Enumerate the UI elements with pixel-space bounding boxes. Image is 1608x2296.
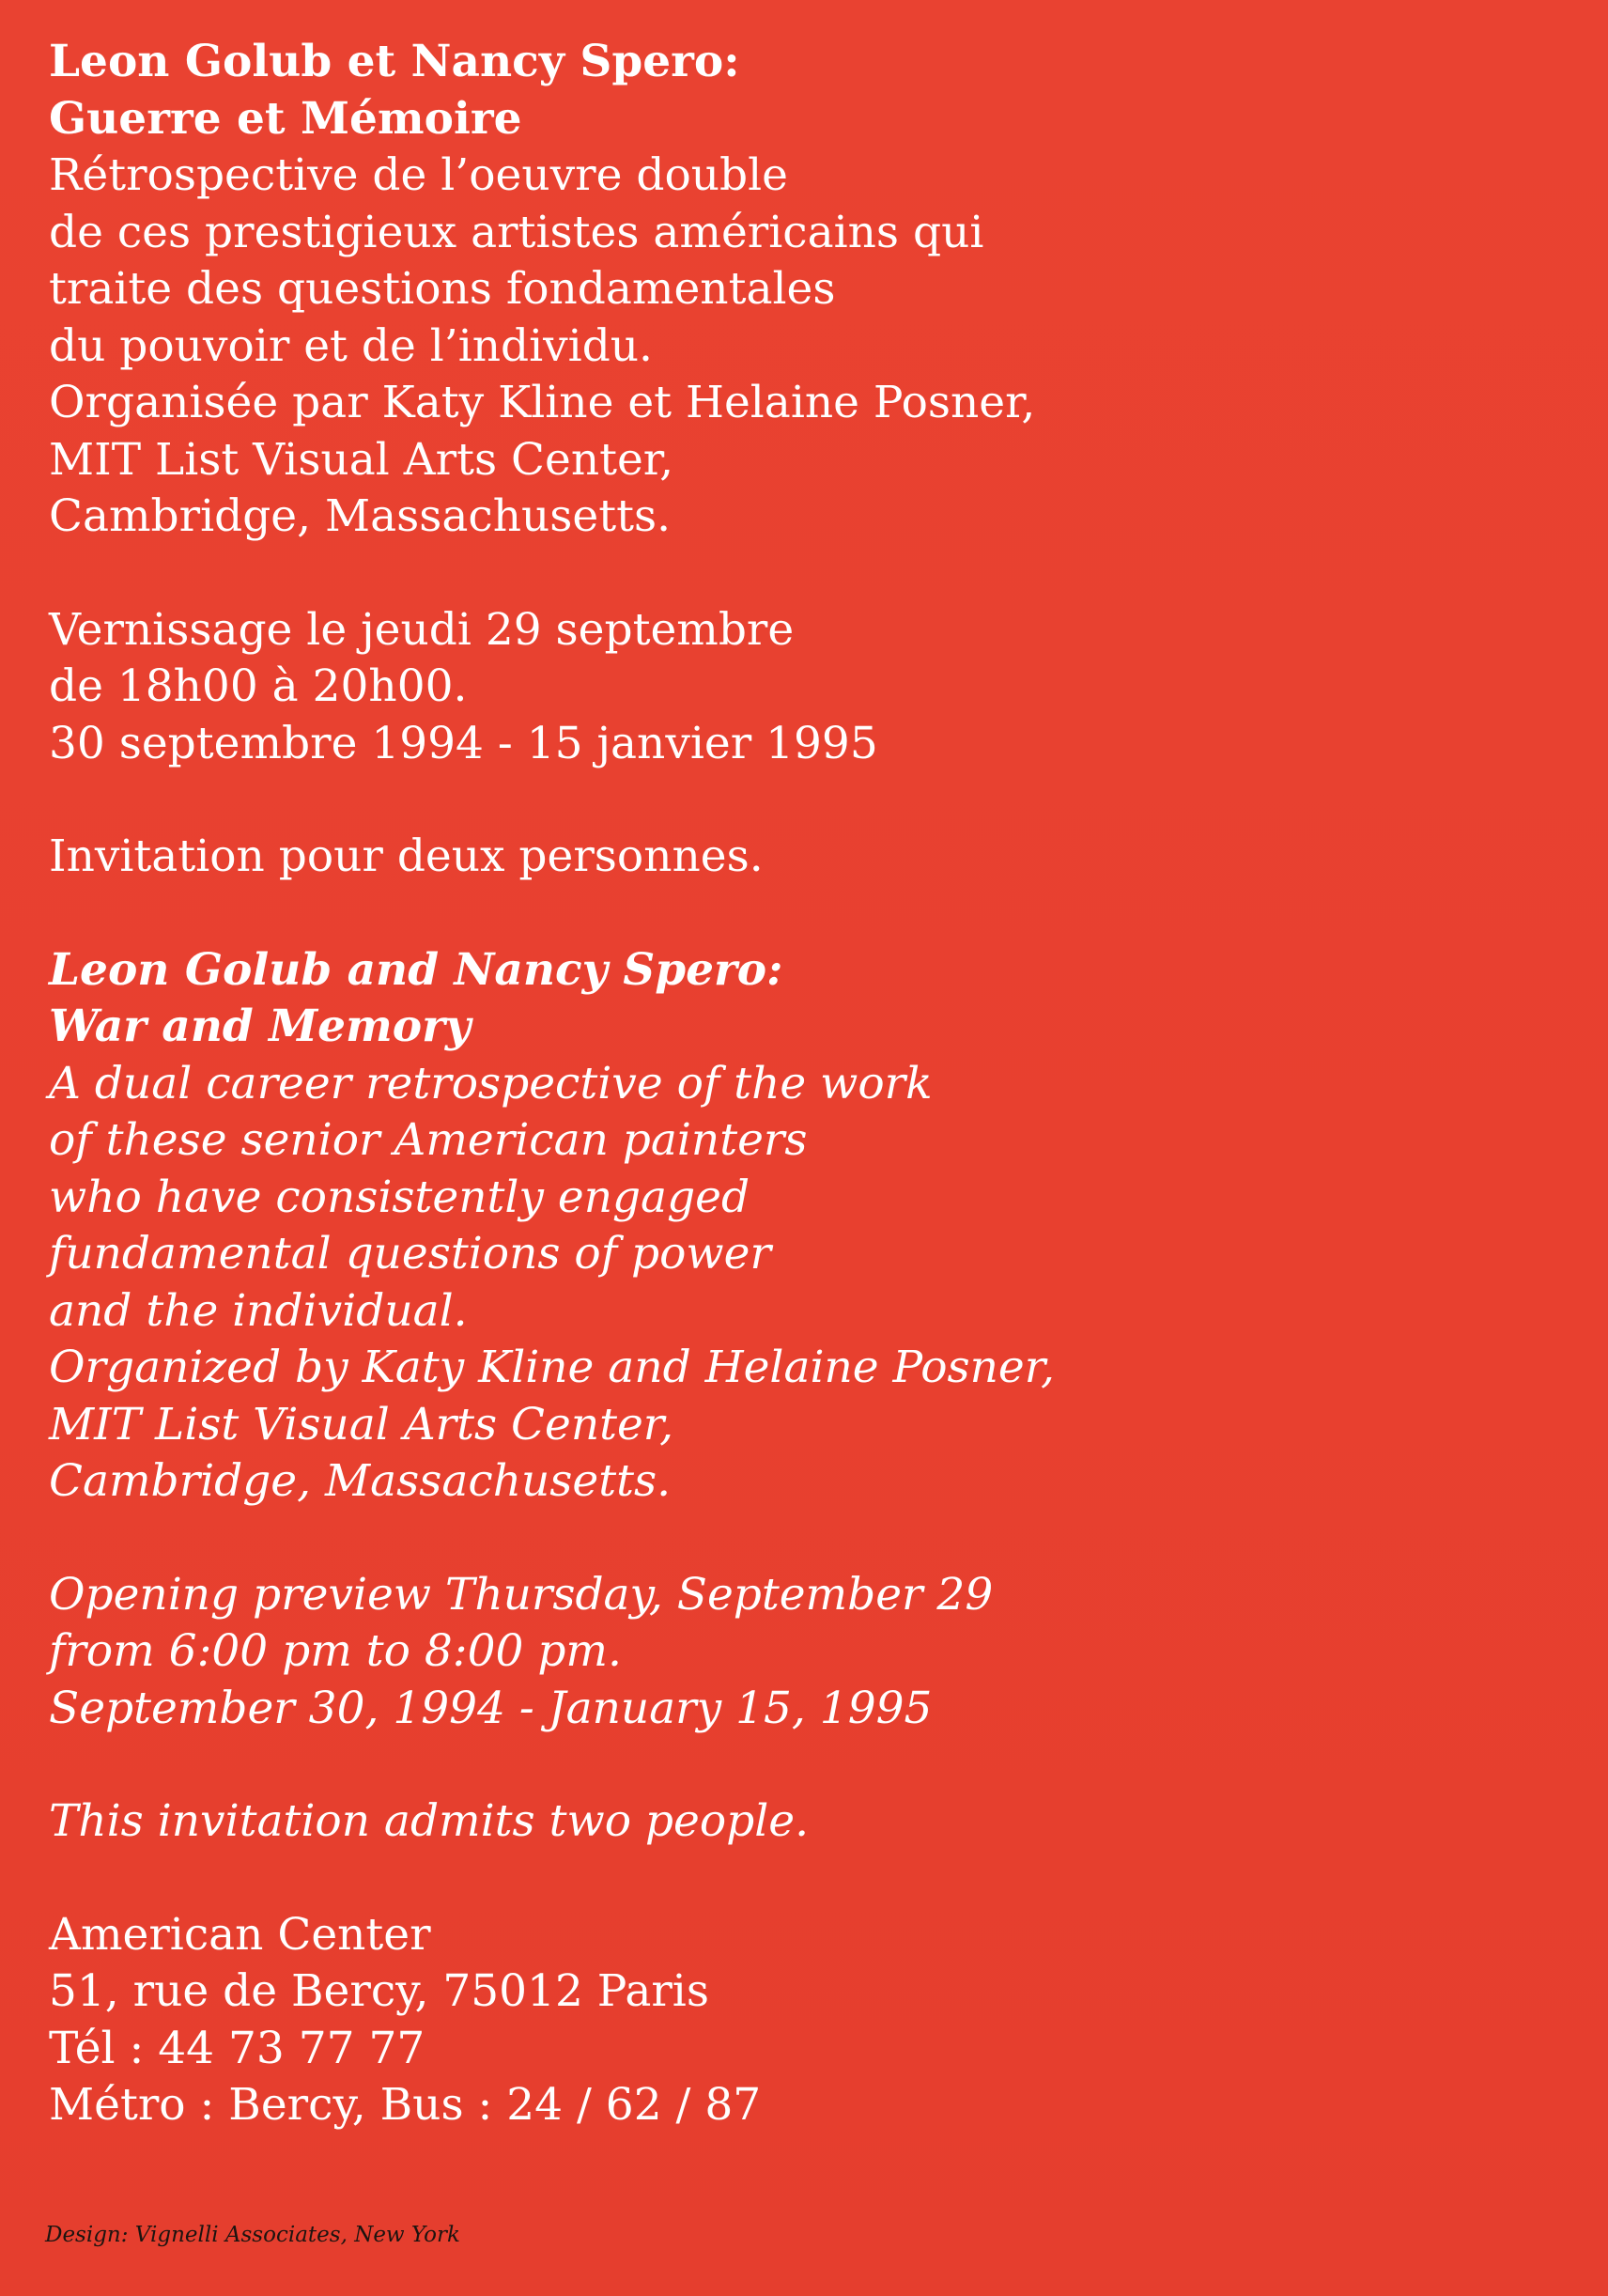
french-section: [49, 34, 1458, 546]
french-date-line: 30 septembre 1994 - 15 janvier 1995: [49, 717, 878, 769]
french-desc-line: traite des questions fondamentales: [49, 263, 836, 315]
french-desc-line: MIT List Visual Arts Center,: [49, 433, 674, 486]
invitation-text: [49, 34, 1458, 2134]
english-desc-line: Cambridge, Massachusetts.: [49, 1455, 672, 1507]
english-desc-line: who have consistently engaged: [49, 1171, 750, 1223]
french-title-line-1: Leon Golub et Nancy Spero:: [49, 36, 740, 87]
english-title-line-1: Leon Golub and Nancy Spero:: [49, 943, 783, 996]
french-title-line-2: Guerre et Mémoire: [49, 92, 522, 145]
french-date-line: de 18h00 à 20h00.: [49, 660, 468, 712]
english-invite: [49, 1793, 1458, 1851]
english-date-line: Opening preview Thursday, September 29: [49, 1568, 994, 1621]
french-desc-line: de ces prestigieux artistes américains qui: [49, 206, 984, 258]
french-desc-line: Cambridge, Massachusetts.: [49, 490, 672, 542]
venue-name: American Center: [49, 1908, 431, 1961]
french-date-line: Vernissage le jeudi 29 septembre: [49, 603, 795, 656]
venue-address: [49, 1907, 1458, 2134]
english-dates: [49, 1567, 1458, 1738]
spacer: [49, 772, 1458, 829]
french-dates: [49, 602, 1458, 773]
spacer: [49, 1511, 1458, 1567]
english-date-line: from 6:00 pm to 8:00 pm.: [49, 1625, 622, 1677]
venue-street: 51, rue de Bercy, 75012 Paris: [49, 1965, 709, 2017]
french-desc-line: Rétrospective de l’oeuvre double: [49, 149, 788, 201]
venue-phone: Tél : 44 73 77 77: [49, 2022, 425, 2074]
english-desc-line: A dual career retrospective of the work: [49, 1057, 933, 1109]
english-title-line-2: War and Memory: [49, 1001, 472, 1052]
french-desc-line: Organisée par Katy Kline et Helaine Posner,: [49, 377, 1036, 428]
english-desc-line: fundamental questions of power: [49, 1228, 771, 1280]
design-credit: Design: Vignelli Associates, New York: [45, 2223, 460, 2247]
english-desc-line: and the individual.: [49, 1284, 468, 1337]
english-date-line: September 30, 1994 - January 15, 1995: [49, 1682, 933, 1734]
spacer: [49, 1737, 1458, 1793]
english-desc-line: Organized by Katy Kline and Helaine Posner,: [49, 1342, 1055, 1393]
french-invite: [49, 829, 1458, 886]
french-desc-line: du pouvoir et de l’individu.: [49, 319, 653, 372]
french-invite-line: Invitation pour deux personnes.: [49, 830, 764, 882]
spacer: [49, 886, 1458, 942]
spacer: [49, 1851, 1458, 1907]
venue-transit: Métro : Bercy, Bus : 24 / 62 / 87: [49, 2079, 762, 2131]
english-invite-line: This invitation admits two people.: [49, 1795, 810, 1847]
english-desc-line: MIT List Visual Arts Center,: [49, 1398, 674, 1451]
spacer: [49, 546, 1458, 602]
english-desc-line: of these senior American painters: [49, 1114, 808, 1166]
english-section: [49, 942, 1458, 1511]
